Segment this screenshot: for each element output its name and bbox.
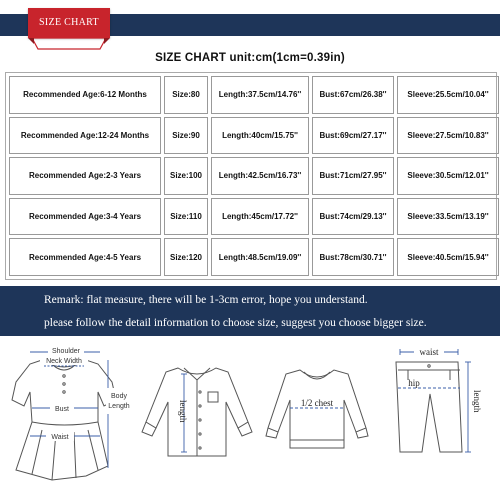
bust-cell: Bust:67cm/26.38'' bbox=[312, 76, 394, 114]
length-cell: Length:45cm/17.72'' bbox=[211, 198, 309, 236]
sleeve-cell: Sleeve:27.5cm/10.83'' bbox=[397, 117, 499, 155]
bust-cell: Bust:71cm/27.95'' bbox=[312, 157, 394, 195]
table-row bbox=[9, 117, 499, 155]
bust-cell: Bust:74cm/29.13'' bbox=[312, 198, 394, 236]
age-cell: Recommended Age:4-5 Years bbox=[9, 238, 161, 276]
length-cell: Length:42.5cm/16.73'' bbox=[211, 157, 309, 195]
length-cell: Length:48.5cm/19.09'' bbox=[211, 238, 309, 276]
length-label: Length bbox=[108, 403, 130, 410]
size-chart-badge: SIZE CHART bbox=[28, 8, 110, 38]
table-row bbox=[9, 238, 499, 276]
length-cell: Length:37.5cm/14.76'' bbox=[211, 76, 309, 114]
sleeve-cell: Sleeve:33.5cm/13.19'' bbox=[397, 198, 499, 236]
page-title: SIZE CHART unit:cm(1cm=0.39in) bbox=[155, 52, 345, 64]
size-cell: Size:80 bbox=[164, 76, 208, 114]
age-cell: Recommended Age:3-4 Years bbox=[9, 198, 161, 236]
half-chest-label: 1/2 chest bbox=[300, 398, 334, 408]
waist-label: Waist bbox=[51, 434, 69, 441]
remark-line-2: please follow the detail information to choose size, suggest you choose bigger size. bbox=[44, 317, 427, 329]
bust-cell: Bust:69cm/27.17'' bbox=[312, 117, 394, 155]
pants-hip-label: hip bbox=[408, 378, 420, 388]
age-cell: Recommended Age:2-3 Years bbox=[9, 157, 161, 195]
sleeve-cell: Sleeve:30.5cm/12.01'' bbox=[397, 157, 499, 195]
body-label: Body bbox=[111, 393, 127, 400]
bust-cell: Bust:78cm/30.71'' bbox=[312, 238, 394, 276]
remark-band bbox=[0, 286, 500, 336]
table-row bbox=[9, 198, 499, 236]
table-row bbox=[9, 157, 499, 195]
size-cell: Size:120 bbox=[164, 238, 208, 276]
pants-length-label: length bbox=[472, 390, 482, 413]
size-table bbox=[6, 73, 500, 279]
sweater-measure-diagram bbox=[262, 340, 372, 495]
sleeve-cell: Sleeve:25.5cm/10.04'' bbox=[397, 76, 499, 114]
age-cell: Recommended Age:12-24 Months bbox=[9, 117, 161, 155]
size-cell: Size:90 bbox=[164, 117, 208, 155]
table-row bbox=[9, 76, 499, 114]
bust-label: Bust bbox=[54, 406, 70, 413]
size-table-frame bbox=[5, 72, 497, 280]
pants-measure-diagram bbox=[378, 340, 496, 495]
dress-measure-diagram bbox=[2, 340, 134, 495]
sleeve-cell: Sleeve:40.5cm/15.94'' bbox=[397, 238, 499, 276]
size-cell: Size:110 bbox=[164, 198, 208, 236]
shoulder-label: Shoulder bbox=[51, 348, 81, 355]
shirt-measure-diagram bbox=[138, 340, 256, 495]
neck-width-label: Neck Width bbox=[46, 358, 82, 365]
shirt-length-label: length bbox=[178, 400, 188, 423]
age-cell: Recommended Age:6-12 Months bbox=[9, 76, 161, 114]
pants-waist-label: waist bbox=[419, 347, 439, 357]
remark-line-1: Remark: flat measure, there will be 1-3cm error, hope you understand. bbox=[44, 294, 368, 306]
size-cell: Size:100 bbox=[164, 157, 208, 195]
badge-ribbon-fold bbox=[28, 38, 110, 50]
length-cell: Length:40cm/15.75'' bbox=[211, 117, 309, 155]
